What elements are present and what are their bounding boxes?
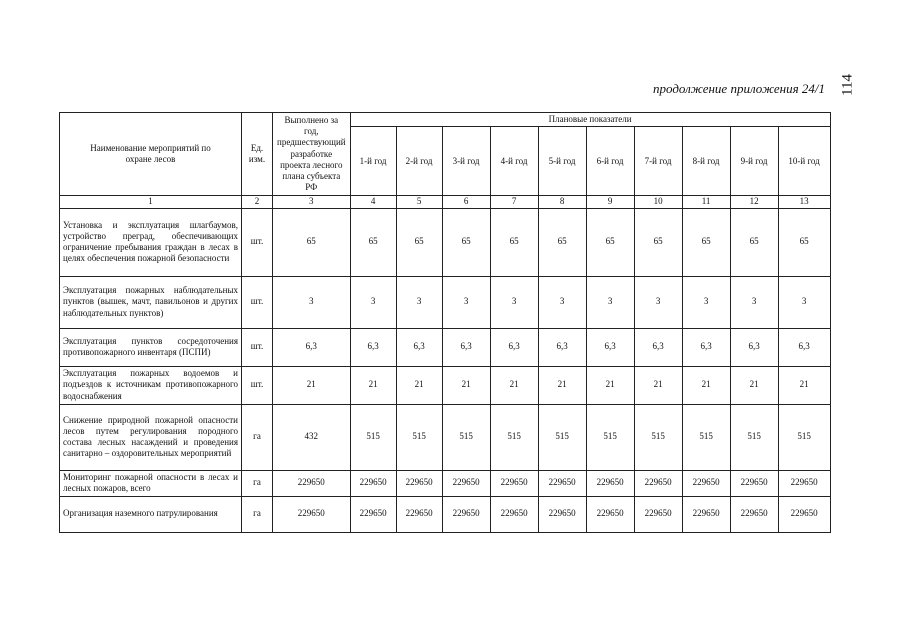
plan-value: 229650 [350, 496, 396, 532]
header-year: 7-й год [634, 127, 682, 196]
plan-value: 3 [442, 276, 490, 328]
plan-value: 21 [682, 366, 730, 404]
plan-value: 3 [634, 276, 682, 328]
done-value: 65 [273, 208, 351, 276]
plan-value: 229650 [490, 470, 538, 496]
column-number: 9 [586, 196, 634, 208]
table-row [60, 328, 831, 366]
plan-value: 21 [538, 366, 586, 404]
table-row [60, 276, 831, 328]
plan-value: 229650 [442, 496, 490, 532]
plan-value: 515 [490, 404, 538, 470]
done-value: 3 [273, 276, 351, 328]
plan-value: 21 [730, 366, 778, 404]
activity-name: Эксплуатация пунктов сосредоточения противопожарного инвентаря (ПСПИ) [60, 328, 242, 366]
header-year: 3-й год [442, 127, 490, 196]
header-done: Выполнено за год, предшествующий разработке проекта лесного плана субъекта РФ [273, 113, 351, 196]
unit-cell: шт. [242, 328, 273, 366]
plan-value: 229650 [586, 470, 634, 496]
column-number: 3 [273, 196, 351, 208]
plan-value: 6,3 [350, 328, 396, 366]
header-year: 5-й год [538, 127, 586, 196]
done-value: 6,3 [273, 328, 351, 366]
table-row [60, 470, 831, 496]
forest-protection-table [59, 112, 831, 533]
plan-value: 3 [490, 276, 538, 328]
plan-value: 515 [634, 404, 682, 470]
activity-name: Эксплуатация пожарных наблюдательных пунктов (вышек, мачт, павильонов и других наблюдательных пунктов) [60, 276, 242, 328]
plan-value: 3 [730, 276, 778, 328]
plan-value: 515 [538, 404, 586, 470]
column-number: 12 [730, 196, 778, 208]
done-value: 432 [273, 404, 351, 470]
plan-value: 3 [778, 276, 830, 328]
header-year: 9-й год [730, 127, 778, 196]
plan-value: 21 [778, 366, 830, 404]
table-row [60, 404, 831, 470]
done-value: 229650 [273, 470, 351, 496]
page-number: 114 [839, 74, 856, 96]
plan-value: 21 [442, 366, 490, 404]
unit-cell: шт. [242, 208, 273, 276]
activity-name: Снижение природной пожарной опасности лесов путем регулирования породного состава лесных насаждений и проведения санитарно – оздоровительных мероприятий [60, 404, 242, 470]
plan-value: 65 [538, 208, 586, 276]
table-row [60, 366, 831, 404]
plan-value: 65 [778, 208, 830, 276]
header-plan-group: Плановые показатели [350, 113, 830, 127]
plan-value: 515 [396, 404, 442, 470]
plan-value: 229650 [490, 496, 538, 532]
plan-value: 515 [350, 404, 396, 470]
plan-value: 3 [350, 276, 396, 328]
unit-cell: шт. [242, 276, 273, 328]
plan-value: 229650 [634, 470, 682, 496]
plan-value: 6,3 [396, 328, 442, 366]
plan-value: 65 [490, 208, 538, 276]
plan-value: 515 [778, 404, 830, 470]
plan-value: 229650 [778, 470, 830, 496]
plan-value: 229650 [730, 470, 778, 496]
unit-cell: га [242, 496, 273, 532]
column-number: 6 [442, 196, 490, 208]
plan-value: 21 [350, 366, 396, 404]
activity-name: Установка и эксплуатация шлагбаумов, устройство преград, обеспечивающих ограничение пребывания граждан в лесах в целях обеспечения пожарной безопасности [60, 208, 242, 276]
header-year: 10-й год [778, 127, 830, 196]
plan-value: 65 [442, 208, 490, 276]
plan-value: 515 [442, 404, 490, 470]
plan-value: 65 [350, 208, 396, 276]
column-number: 5 [396, 196, 442, 208]
plan-value: 229650 [682, 496, 730, 532]
header-year: 4-й год [490, 127, 538, 196]
done-value: 229650 [273, 496, 351, 532]
plan-value: 6,3 [778, 328, 830, 366]
plan-value: 229650 [396, 470, 442, 496]
plan-value: 21 [490, 366, 538, 404]
plan-value: 229650 [350, 470, 396, 496]
plan-value: 6,3 [586, 328, 634, 366]
header-year: 2-й год [396, 127, 442, 196]
table-row [60, 208, 831, 276]
plan-value: 3 [682, 276, 730, 328]
plan-value: 6,3 [682, 328, 730, 366]
plan-value: 229650 [778, 496, 830, 532]
unit-cell: шт. [242, 366, 273, 404]
activity-name: Эксплуатация пожарных водоемов и подъездов к источникам противопожарного водоснабжения [60, 366, 242, 404]
plan-value: 229650 [634, 496, 682, 532]
plan-value: 3 [538, 276, 586, 328]
plan-value: 3 [586, 276, 634, 328]
plan-value: 6,3 [442, 328, 490, 366]
plan-value: 3 [396, 276, 442, 328]
column-number: 2 [242, 196, 273, 208]
plan-value: 515 [586, 404, 634, 470]
plan-value: 21 [396, 366, 442, 404]
plan-value: 65 [586, 208, 634, 276]
plan-value: 6,3 [634, 328, 682, 366]
column-number: 11 [682, 196, 730, 208]
plan-value: 6,3 [538, 328, 586, 366]
column-number: 13 [778, 196, 830, 208]
column-number: 10 [634, 196, 682, 208]
plan-value: 6,3 [730, 328, 778, 366]
plan-value: 65 [682, 208, 730, 276]
done-value: 21 [273, 366, 351, 404]
column-number: 1 [60, 196, 242, 208]
header-year: 8-й год [682, 127, 730, 196]
plan-value: 515 [682, 404, 730, 470]
plan-value: 515 [730, 404, 778, 470]
plan-value: 6,3 [490, 328, 538, 366]
table-row [60, 496, 831, 532]
unit-cell: га [242, 404, 273, 470]
plan-value: 229650 [730, 496, 778, 532]
plan-value: 229650 [586, 496, 634, 532]
plan-value: 229650 [682, 470, 730, 496]
unit-cell: га [242, 470, 273, 496]
plan-value: 229650 [396, 496, 442, 532]
plan-value: 229650 [538, 470, 586, 496]
column-number: 8 [538, 196, 586, 208]
column-number: 7 [490, 196, 538, 208]
caption: продолжение приложения 24/1 [653, 81, 825, 96]
column-number: 4 [350, 196, 396, 208]
header-year: 6-й год [586, 127, 634, 196]
plan-value: 229650 [442, 470, 490, 496]
activity-name: Мониторинг пожарной опасности в лесах и лесных пожаров, всего [60, 470, 242, 496]
header-name: Наименование мероприятий по охране лесов [60, 113, 242, 196]
plan-value: 229650 [538, 496, 586, 532]
plan-value: 65 [396, 208, 442, 276]
plan-value: 65 [634, 208, 682, 276]
header-unit: Ед. изм. [242, 113, 273, 196]
plan-value: 21 [634, 366, 682, 404]
plan-value: 65 [730, 208, 778, 276]
activity-name: Организация наземного патрулирования [60, 496, 242, 532]
header-year: 1-й год [350, 127, 396, 196]
plan-value: 21 [586, 366, 634, 404]
